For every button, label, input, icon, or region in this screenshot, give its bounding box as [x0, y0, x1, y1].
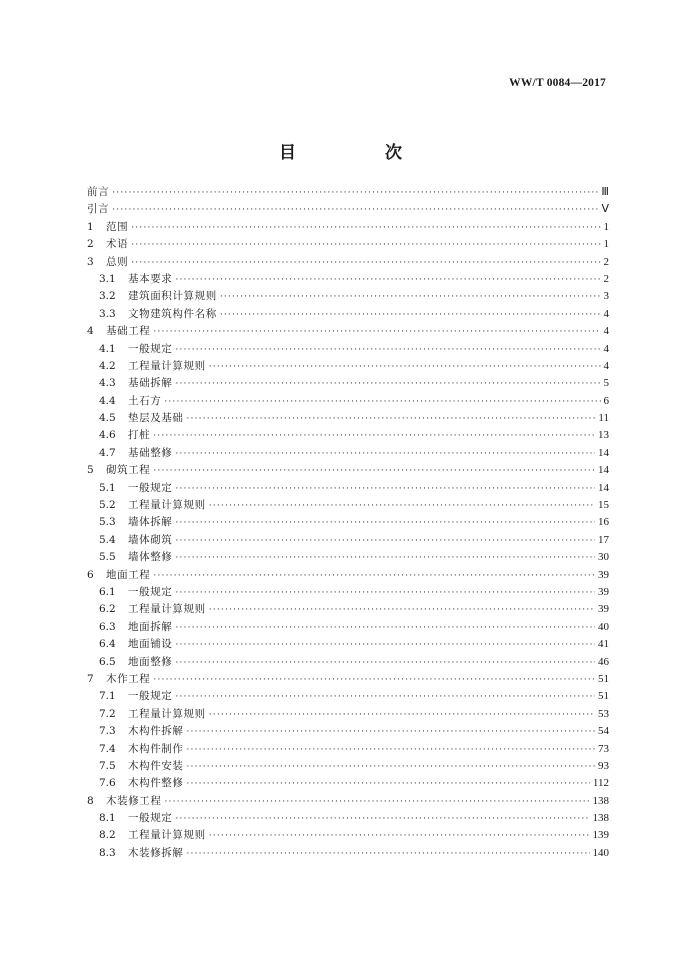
dot-leader — [153, 568, 595, 585]
toc-entry[interactable] — [87, 845, 609, 862]
toc-entry-label: 土石方 — [128, 394, 162, 407]
toc-entry-number: 3 — [87, 255, 94, 268]
toc-entry-label: 地面整修 — [128, 655, 173, 668]
toc-entry-number: 7.2 — [99, 707, 116, 720]
toc-entry-number: 4.3 — [99, 377, 116, 390]
toc-entry-label: 基础工程 — [106, 325, 151, 338]
toc-entry[interactable] — [87, 671, 609, 688]
toc-entry[interactable] — [87, 201, 609, 218]
toc-entry[interactable] — [87, 584, 609, 601]
toc-entry-page: 138 — [592, 812, 609, 825]
toc-entry-page: 15 — [598, 499, 609, 512]
toc-entry-number: 5.2 — [99, 499, 116, 512]
toc-entry[interactable] — [87, 358, 609, 375]
toc-entry-number: 1 — [87, 220, 94, 233]
toc-entry-label: 一般规定 — [128, 690, 173, 703]
toc-entry[interactable] — [87, 601, 609, 618]
toc-entry-page: 11 — [598, 412, 609, 425]
toc-entry-number: 7.4 — [99, 742, 116, 755]
dot-leader — [112, 185, 598, 202]
toc-entry-page: 39 — [598, 585, 609, 598]
toc-entry[interactable] — [87, 532, 609, 549]
dot-leader — [175, 376, 600, 393]
toc-entry-label: 工程量计算规则 — [128, 603, 206, 616]
dot-leader — [175, 620, 595, 637]
toc-entry[interactable] — [87, 393, 609, 410]
toc-entry-label: 木装修工程 — [106, 794, 162, 807]
toc-entry-label: 地面拆解 — [128, 620, 173, 633]
toc-entry-label: 砌筑工程 — [106, 464, 151, 477]
toc-entry-label: 引言 — [87, 203, 110, 216]
toc-entry-page: 14 — [598, 481, 609, 494]
dot-leader — [209, 828, 590, 845]
toc-entry[interactable] — [87, 341, 609, 358]
toc-entry-number: 4.7 — [99, 446, 116, 459]
toc-entry-number: 4.1 — [99, 342, 116, 355]
toc-entry-page: 1 — [603, 220, 609, 233]
toc-entry-number: 3.1 — [99, 272, 116, 285]
toc-entry[interactable] — [87, 323, 609, 340]
toc-entry-label: 总则 — [106, 255, 129, 268]
toc-entry-number: 5.1 — [99, 481, 116, 494]
toc-entry[interactable] — [87, 619, 609, 636]
dot-leader — [209, 707, 595, 724]
toc-entry[interactable] — [87, 758, 609, 775]
toc-entry-label: 木构件拆解 — [128, 725, 184, 738]
toc-entry-number: 6 — [87, 568, 94, 581]
toc-entry-label: 前言 — [87, 186, 110, 198]
dot-leader — [131, 220, 600, 237]
toc-entry[interactable] — [87, 567, 609, 584]
dot-leader — [175, 637, 595, 654]
dot-leader — [175, 515, 595, 532]
dot-leader — [164, 394, 600, 411]
toc-entry[interactable] — [87, 427, 609, 444]
toc-entry-label: 地面铺设 — [128, 638, 173, 651]
toc-entry[interactable] — [87, 410, 609, 427]
toc-entry-number: 4.4 — [99, 394, 116, 407]
toc-entry-label: 工程量计算规则 — [128, 829, 206, 842]
toc-entry-number: 8.3 — [99, 846, 116, 859]
dot-leader — [153, 324, 600, 341]
toc-entry-number: 3.2 — [99, 290, 116, 303]
toc-entry-label: 一般规定 — [128, 342, 173, 355]
toc-entry-label: 一般规定 — [128, 481, 173, 494]
toc-entry[interactable] — [87, 288, 609, 305]
toc-entry-page: 5 — [603, 377, 609, 390]
standard-code: WW/T 0084—2017 — [509, 77, 606, 89]
toc-entry-page: 16 — [598, 516, 609, 529]
toc-entry-label: 木作工程 — [106, 672, 151, 685]
toc-entry-page: 14 — [598, 446, 609, 459]
toc-entry[interactable] — [87, 741, 609, 758]
dot-leader — [220, 307, 601, 324]
toc-entry-label: 一般规定 — [128, 585, 173, 598]
toc-entry[interactable] — [87, 462, 609, 479]
toc-entry-number: 5.4 — [99, 533, 116, 546]
toc-entry[interactable] — [87, 254, 609, 271]
toc-entry[interactable] — [87, 514, 609, 531]
toc-entry-number: 8.1 — [99, 812, 116, 825]
toc-entry[interactable] — [87, 723, 609, 740]
toc-entry[interactable] — [87, 775, 609, 792]
toc-entry-page: 6 — [603, 394, 609, 407]
toc-entry-number: 7.3 — [99, 725, 116, 738]
toc-entry-number: 7.6 — [99, 777, 116, 790]
dot-leader — [175, 585, 595, 602]
toc-entry-number: 6.4 — [99, 638, 116, 651]
dot-leader — [153, 428, 595, 445]
toc-entry-label: 木构件整修 — [128, 777, 184, 790]
dot-leader — [175, 446, 595, 463]
toc-entry-number: 8.2 — [99, 829, 116, 842]
toc-entry-number: 8 — [87, 794, 94, 807]
toc-entry[interactable] — [87, 654, 609, 671]
toc-entry-number: 6.1 — [99, 585, 116, 598]
toc-entry[interactable] — [87, 375, 609, 392]
dot-leader — [175, 342, 600, 359]
toc-entry-number: 4 — [87, 325, 94, 338]
toc-entry-label: 基础拆解 — [128, 377, 173, 390]
dot-leader — [175, 533, 595, 550]
toc-entry-label: 基础整修 — [128, 446, 173, 459]
toc-entry-page: 46 — [598, 655, 609, 668]
dot-leader — [220, 289, 601, 306]
toc-entry-label: 垫层及基础 — [128, 412, 184, 425]
toc-entry-number: 4.5 — [99, 412, 116, 425]
dot-leader — [187, 776, 590, 793]
toc-entry-label: 木装修拆解 — [128, 846, 184, 859]
toc-entry-page: 139 — [592, 829, 609, 842]
toc-entry-page: 53 — [598, 707, 609, 720]
toc-entry-number: 6.2 — [99, 603, 116, 616]
dot-leader — [131, 255, 600, 272]
toc-entry-page: 14 — [598, 464, 609, 477]
toc-entry-page: 13 — [598, 429, 609, 442]
dot-leader — [153, 463, 595, 480]
toc-entry-label: 基本要求 — [128, 272, 173, 285]
toc-entry-number: 7.1 — [99, 690, 116, 703]
toc-entry[interactable] — [87, 827, 609, 844]
toc-entry[interactable] — [87, 793, 609, 810]
dot-leader — [175, 655, 595, 672]
toc-entry-number: 6.3 — [99, 620, 116, 633]
dot-leader — [175, 811, 589, 828]
toc-entry-label: 打桩 — [128, 429, 151, 442]
toc-entry-label: 工程量计算规则 — [128, 359, 206, 372]
toc-entry-label: 建筑面积计算规则 — [128, 290, 217, 303]
dot-leader — [187, 411, 596, 428]
toc-entry-page: 4 — [603, 325, 609, 338]
toc-entry-page: 51 — [598, 690, 609, 703]
toc-entry[interactable] — [87, 497, 609, 514]
toc-entry-page: Ⅲ — [601, 186, 609, 198]
dot-leader — [175, 272, 600, 289]
toc-entry-page: 54 — [598, 725, 609, 738]
toc-entry-page: 51 — [598, 672, 609, 685]
dot-leader — [187, 846, 590, 863]
toc-entry-page: 41 — [598, 638, 609, 651]
dot-leader — [209, 359, 601, 376]
toc-entry-label: 工程量计算规则 — [128, 707, 206, 720]
toc-entry-page: 2 — [603, 272, 609, 285]
table-of-contents — [87, 184, 609, 862]
toc-entry-page: 1 — [603, 238, 609, 251]
toc-entry-number: 5.3 — [99, 516, 116, 529]
toc-entry-page: 4 — [603, 307, 609, 320]
toc-entry-page: 73 — [598, 742, 609, 755]
toc-entry-number: 3.3 — [99, 307, 116, 320]
toc-entry-label: 墙体拆解 — [128, 516, 173, 529]
dot-leader — [209, 602, 595, 619]
page-title: 目 次 — [279, 143, 438, 163]
toc-entry-page: 39 — [598, 568, 609, 581]
toc-entry-label: 木构件制作 — [128, 742, 184, 755]
dot-leader — [187, 724, 596, 741]
toc-entry-label: 工程量计算规则 — [128, 499, 206, 512]
dot-leader — [112, 202, 598, 219]
toc-entry[interactable] — [87, 219, 609, 236]
toc-entry[interactable] — [87, 271, 609, 288]
dot-leader — [165, 794, 590, 811]
toc-entry-page: 140 — [592, 846, 609, 859]
dot-leader — [131, 237, 600, 254]
toc-entry[interactable] — [87, 236, 609, 253]
toc-entry[interactable] — [87, 636, 609, 653]
toc-entry-label: 墙体整修 — [128, 551, 173, 564]
toc-entry-label: 范围 — [106, 220, 129, 233]
dot-leader — [175, 550, 595, 567]
toc-entry-number: 4.6 — [99, 429, 116, 442]
toc-entry-number: 7.5 — [99, 759, 116, 772]
toc-entry[interactable] — [87, 706, 609, 723]
toc-entry-page: 4 — [603, 342, 609, 355]
toc-entry-page: 30 — [598, 551, 609, 564]
toc-entry[interactable] — [87, 688, 609, 705]
toc-entry[interactable] — [87, 480, 609, 497]
dot-leader — [187, 742, 596, 759]
toc-entry-page: 138 — [592, 794, 609, 807]
toc-entry-number: 6.5 — [99, 655, 116, 668]
toc-entry-page: 112 — [592, 777, 609, 790]
toc-entry-page: 39 — [598, 603, 609, 616]
toc-entry[interactable] — [87, 306, 609, 323]
toc-entry-number: 2 — [87, 238, 94, 251]
toc-entry[interactable] — [87, 549, 609, 566]
toc-entry-page: 93 — [598, 759, 609, 772]
toc-entry-label: 一般规定 — [128, 812, 173, 825]
dot-leader — [175, 689, 595, 706]
toc-entry-label: 墙体砌筑 — [128, 533, 173, 546]
toc-entry-page: 40 — [598, 620, 609, 633]
toc-entry-page: 4 — [603, 359, 609, 372]
dot-leader — [209, 498, 595, 515]
toc-entry[interactable] — [87, 445, 609, 462]
toc-entry-label: 文物建筑构件名称 — [128, 307, 217, 320]
toc-entry-number: 5.5 — [99, 551, 116, 564]
toc-entry-page: 17 — [598, 533, 609, 546]
toc-entry[interactable] — [87, 184, 609, 201]
toc-entry-number: 5 — [87, 464, 94, 477]
toc-entry-number: 7 — [87, 672, 94, 685]
toc-entry-number: 4.2 — [99, 359, 116, 372]
toc-entry-label: 地面工程 — [106, 568, 151, 581]
dot-leader — [153, 672, 595, 689]
toc-entry-label: 术语 — [106, 238, 129, 251]
toc-entry-label: 木构件安装 — [128, 759, 184, 772]
toc-entry[interactable] — [87, 810, 609, 827]
toc-entry-page: 3 — [603, 290, 609, 303]
toc-entry-page: Ⅴ — [601, 203, 609, 216]
dot-leader — [175, 481, 595, 498]
toc-entry-page: 2 — [603, 255, 609, 268]
dot-leader — [187, 759, 596, 776]
